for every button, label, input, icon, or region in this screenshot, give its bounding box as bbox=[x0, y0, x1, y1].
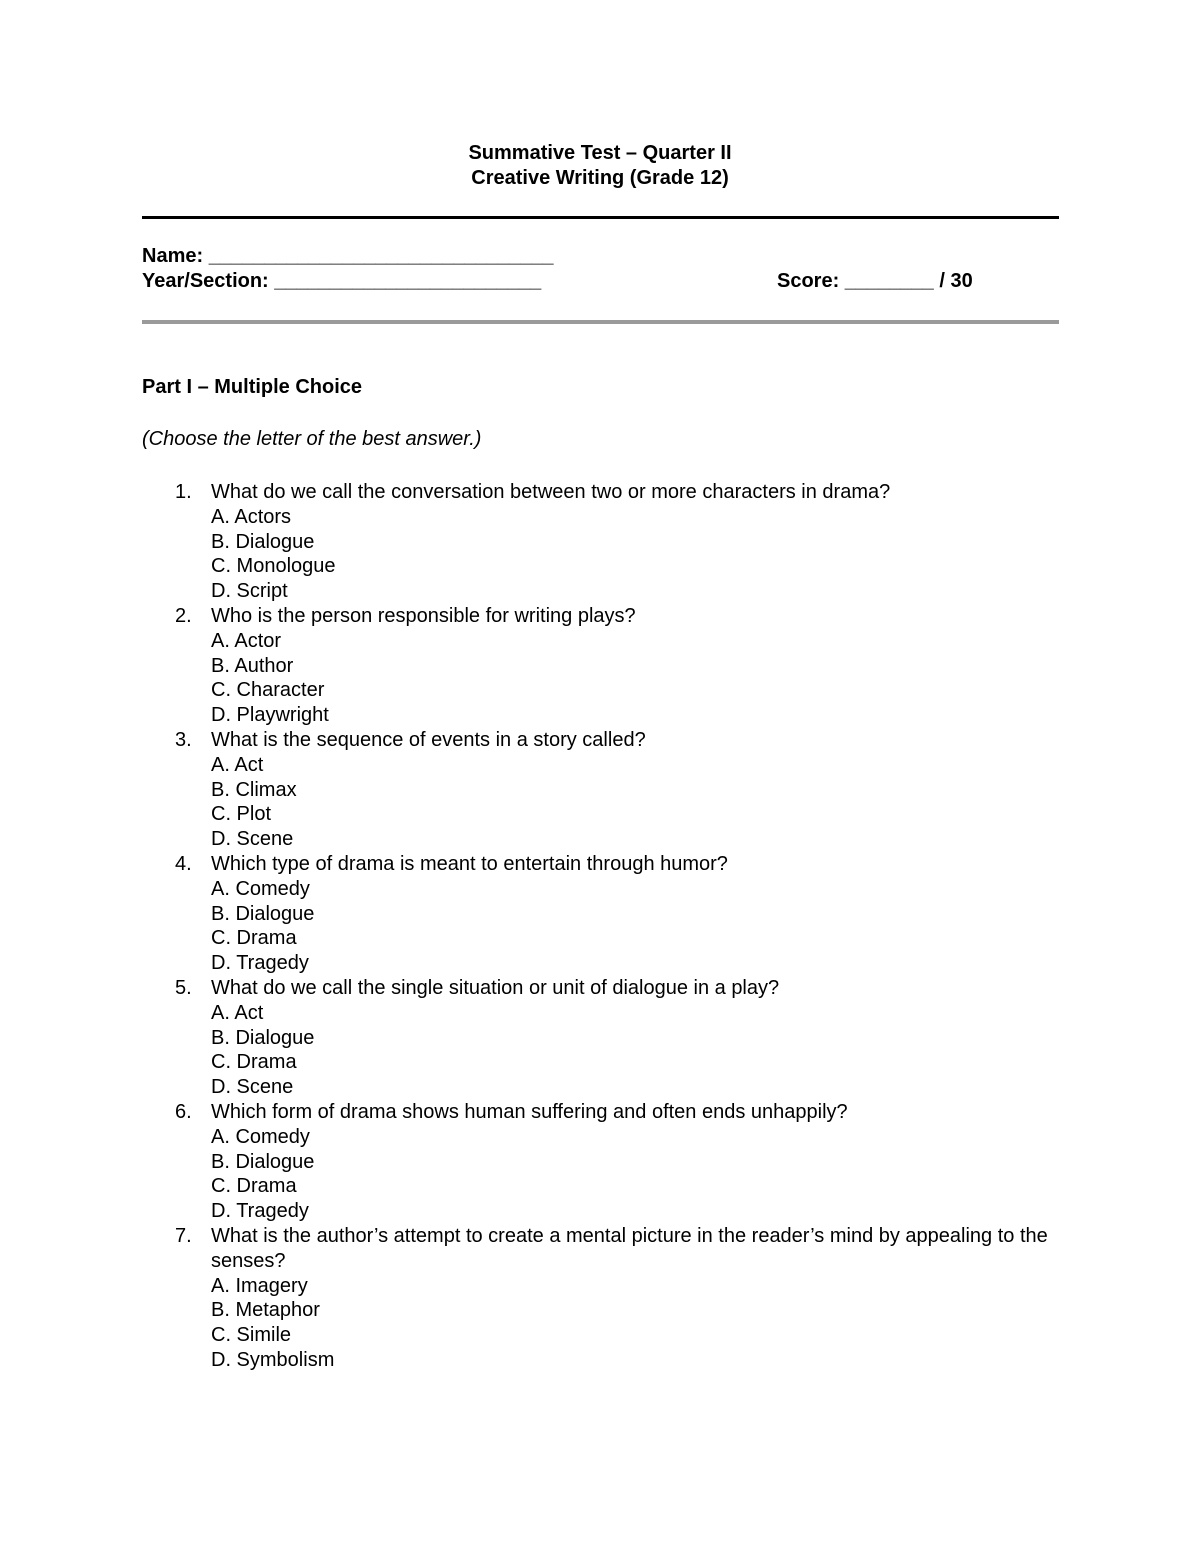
answer-option: D. Symbolism bbox=[211, 1348, 335, 1371]
answer-option: B. Climax bbox=[211, 778, 297, 801]
question-number: 5. bbox=[175, 976, 192, 999]
bottom-divider bbox=[142, 320, 1059, 324]
question-text: Which type of drama is meant to entertain through humor? bbox=[211, 852, 728, 875]
answer-option: C. Monologue bbox=[211, 555, 336, 578]
answer-option: C. Plot bbox=[211, 803, 272, 826]
answer-option: D. Scene bbox=[211, 1076, 294, 1099]
question-item bbox=[142, 480, 1062, 604]
part-heading: Part I – Multiple Choice bbox=[142, 376, 363, 398]
score-field: Score: ________ / 30 bbox=[777, 270, 973, 292]
question-number: 3. bbox=[175, 728, 192, 751]
answer-option: A. Comedy bbox=[211, 1125, 310, 1148]
question-item bbox=[142, 728, 1062, 852]
answer-option: C. Drama bbox=[211, 927, 297, 950]
question-text: What is the sequence of events in a story called? bbox=[211, 728, 646, 751]
question-item bbox=[142, 1224, 1062, 1373]
question-text: Which form of drama shows human suffering and often ends unhappily? bbox=[211, 1100, 848, 1123]
question-item bbox=[142, 604, 1062, 728]
name-field: Name: _______________________________ bbox=[142, 245, 554, 267]
question-text: Who is the person responsible for writing plays? bbox=[211, 604, 636, 627]
question-text: What do we call the single situation or unit of dialogue in a play? bbox=[211, 976, 780, 999]
answer-option: A. Act bbox=[211, 1001, 264, 1024]
question-text: What do we call the conversation between two or more characters in drama? bbox=[211, 481, 891, 503]
question-number: 4. bbox=[175, 852, 192, 875]
question-item bbox=[142, 852, 1062, 976]
question-number: 7. bbox=[175, 1224, 192, 1247]
answer-option: B. Author bbox=[211, 654, 294, 677]
answer-option: B. Dialogue bbox=[211, 1150, 315, 1173]
answer-option: B. Dialogue bbox=[211, 1026, 315, 1049]
answer-option: B. Dialogue bbox=[211, 530, 315, 553]
question-number: 1. bbox=[175, 481, 192, 503]
answer-option: C. Character bbox=[211, 679, 325, 702]
answer-option: D. Tragedy bbox=[211, 952, 309, 975]
document-title: Summative Test – Quarter II bbox=[468, 142, 732, 164]
answer-option: B. Metaphor bbox=[211, 1299, 320, 1322]
answer-option: D. Tragedy bbox=[211, 1200, 309, 1223]
answer-option: A. Actors bbox=[211, 505, 292, 528]
answer-option: D. Playwright bbox=[211, 704, 329, 727]
document-subtitle: Creative Writing (Grade 12) bbox=[471, 167, 729, 189]
question-number: 6. bbox=[175, 1100, 192, 1123]
answer-option: A. Act bbox=[211, 753, 264, 776]
answer-option: D. Scene bbox=[211, 828, 294, 851]
answer-option: D. Script bbox=[211, 580, 288, 603]
question-list bbox=[142, 480, 1062, 1373]
question-number: 2. bbox=[175, 604, 192, 627]
question-item bbox=[142, 1100, 1062, 1224]
instruction-text: (Choose the letter of the best answer.) bbox=[142, 428, 482, 450]
answer-option: B. Dialogue bbox=[211, 902, 315, 925]
top-divider bbox=[142, 216, 1059, 219]
answer-option: C. Drama bbox=[211, 1175, 297, 1198]
answer-option: A. Comedy bbox=[211, 877, 310, 900]
question-item bbox=[142, 976, 1062, 1100]
answer-option: A. Imagery bbox=[211, 1274, 308, 1297]
answer-option: C. Drama bbox=[211, 1051, 297, 1074]
answer-option: A. Actor bbox=[211, 629, 282, 652]
answer-option: C. Simile bbox=[211, 1324, 292, 1347]
year-section-field: Year/Section: ________________________ bbox=[142, 270, 542, 292]
question-text: What is the author’s attempt to create a mental picture in the reader’s mind by appealing to the senses? bbox=[211, 1224, 1048, 1272]
title-block bbox=[0, 141, 1200, 191]
